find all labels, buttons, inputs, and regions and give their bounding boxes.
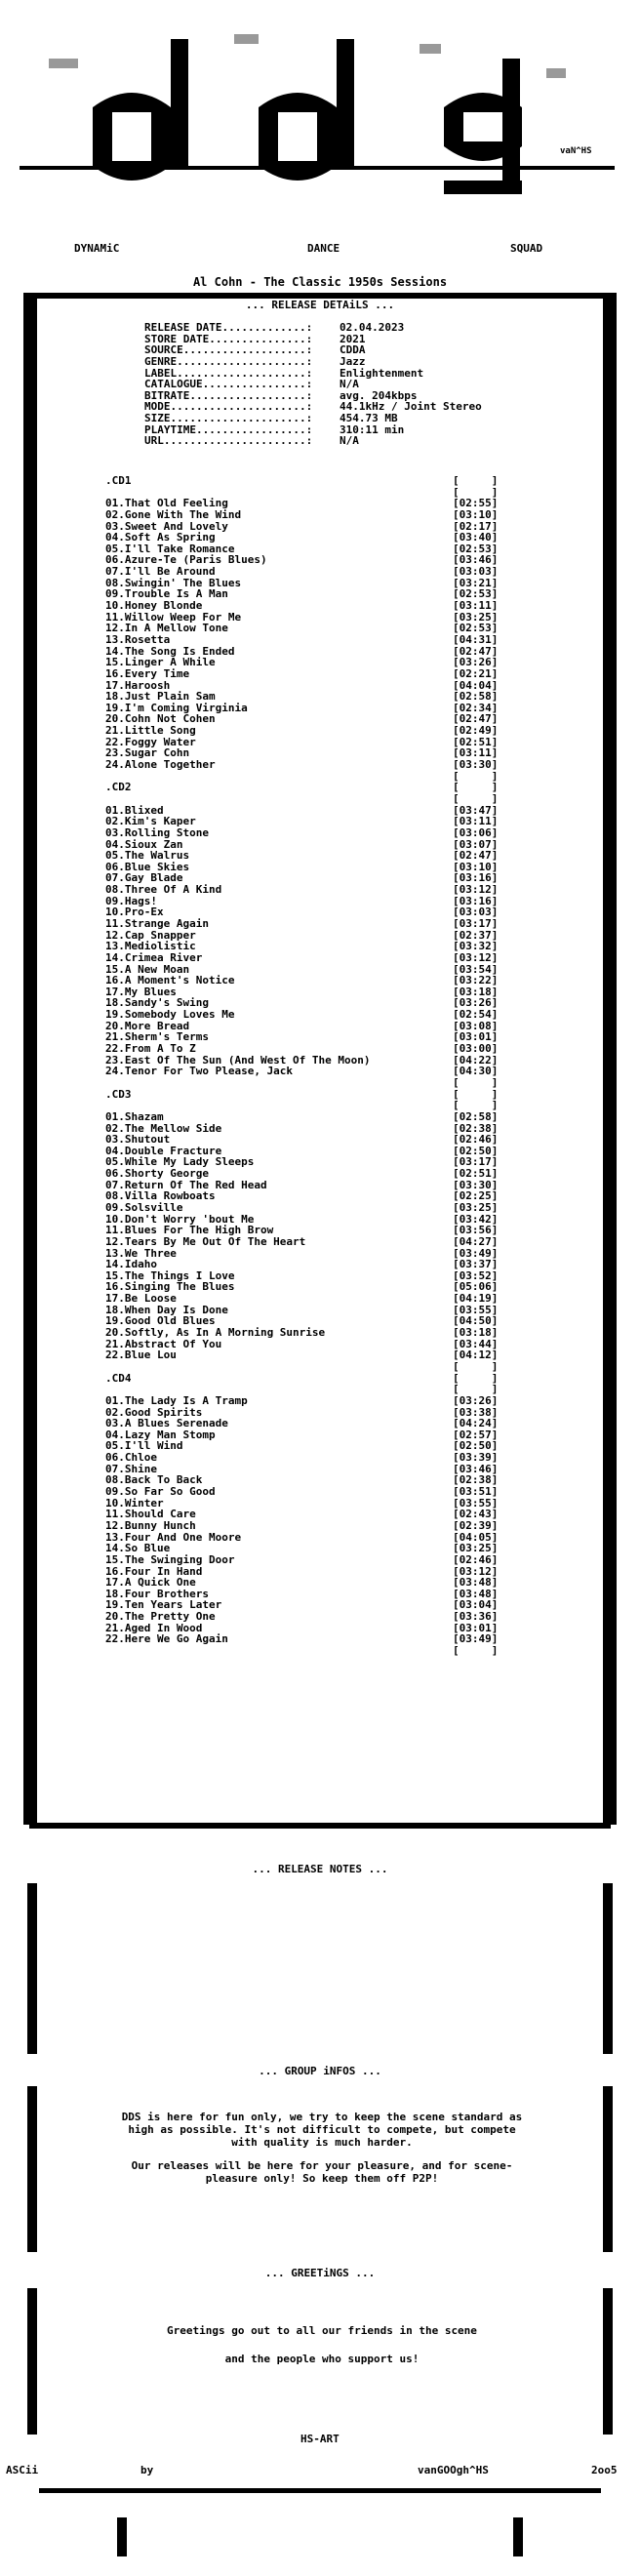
section-release-notes: ... RELEASE NOTES ...: [252, 1863, 388, 1875]
track-row-duration: [02:46]: [453, 1133, 499, 1147]
track-row-duration: [03:12]: [453, 883, 499, 897]
track-row-title: 10.Winter: [105, 1497, 164, 1509]
track-row-title: 13.Four And One Moore: [105, 1531, 242, 1544]
track-row: [105, 1168, 521, 1180]
hs-art-tag: HS-ART: [300, 2433, 340, 2445]
track-row-duration: [02:54]: [453, 1008, 499, 1022]
left-border: [23, 293, 37, 1825]
track-row-title: 08.Villa Rowboats: [105, 1190, 216, 1202]
disc-spacer-duration: [ ]: [453, 769, 499, 783]
info-value: CDDA: [340, 343, 366, 357]
track-row-title: 22.Here We Go Again: [105, 1633, 228, 1645]
track-row-title: 16.A Moment's Notice: [105, 975, 235, 986]
track-row-title: 09.So Far So Good: [105, 1486, 216, 1498]
track-row-duration: [02:51]: [453, 1167, 499, 1181]
ascii-label: ASCii: [6, 2464, 39, 2476]
track-row-duration: [03:26]: [453, 1393, 499, 1407]
track-row-duration: [03:06]: [453, 825, 499, 839]
track-row-title: 19.Good Old Blues: [105, 1315, 216, 1328]
greet-right-border: [603, 2288, 613, 2435]
notes-right-border: [603, 1883, 613, 2054]
info-key: URL......................:: [144, 434, 313, 448]
track-row-duration: [03:22]: [453, 974, 499, 987]
track-row-duration: [03:51]: [453, 1485, 499, 1499]
track-row-title: 17.My Blues: [105, 986, 177, 998]
track-row-title: 10.Honey Blonde: [105, 600, 203, 612]
track-row-duration: [03:12]: [453, 950, 499, 964]
info-value: 44.1kHz / Joint Stereo: [340, 400, 482, 414]
track-row-duration: [04:50]: [453, 1314, 499, 1328]
track-row-duration: [02:34]: [453, 701, 499, 714]
info-key: MODE.....................:: [144, 400, 313, 414]
track-row-duration: [03:18]: [453, 985, 499, 998]
track-row-title: 07.Shine: [105, 1463, 157, 1475]
track-row-title: 03.Shutout: [105, 1134, 171, 1146]
track-row: [105, 1043, 521, 1055]
track-row-title: 20.Cohn Not Cohen: [105, 713, 216, 726]
track-row-duration: [04:24]: [453, 1417, 499, 1430]
track-row-duration: [02:58]: [453, 690, 499, 704]
info-row: [144, 322, 482, 334]
section-group-infos: ... GROUP iNFOS ...: [259, 2065, 381, 2077]
info-row: [144, 435, 482, 447]
group-paragraph-1: DDS is here for fun only, we try to keep the scene standard as high as possible. It's not difficult to compete, but compete with quality is much harder.: [121, 2111, 523, 2149]
track-row-title: 15.The Swinging Door: [105, 1553, 235, 1566]
track-row-title: 24.Alone Together: [105, 759, 216, 771]
track-row-duration: [02:55]: [453, 497, 499, 510]
section-greetings: ... GREETiNGS ...: [264, 2267, 376, 2279]
track-row-title: 20.The Pretty One: [105, 1611, 216, 1623]
track-row-duration: [03:12]: [453, 1564, 499, 1578]
info-key: SOURCE...................:: [144, 343, 313, 357]
track-row-title: 10.Don't Worry 'bout Me: [105, 1213, 255, 1226]
track-row-duration: [02:47]: [453, 849, 499, 863]
section-release-details: ... RELEASE DETAiLS ...: [245, 299, 395, 311]
track-row-duration: [03:01]: [453, 1030, 499, 1044]
track-row-duration: [03:26]: [453, 656, 499, 669]
disc-spacer-title: [105, 1077, 453, 1089]
track-row-title: 21.Aged In Wood: [105, 1622, 203, 1634]
track-row-duration: [03:49]: [453, 1632, 499, 1646]
track-row-duration: [04:12]: [453, 1348, 499, 1362]
track-row-duration: [03:39]: [453, 1451, 499, 1465]
footer-art: [0, 2478, 640, 2576]
track-row-title: 11.Strange Again: [105, 917, 209, 930]
track-row-title: 13.Mediolistic: [105, 941, 196, 952]
track-row-duration: [03:42]: [453, 1212, 499, 1226]
track-row-title: 06.Chloe: [105, 1452, 157, 1464]
track-row-duration: [02:38]: [453, 1473, 499, 1487]
track-row-duration: [03:37]: [453, 1258, 499, 1271]
track-row-title: 19.I'm Coming Virginia: [105, 702, 248, 714]
track-row-title: 12.Tears By Me Out Of The Heart: [105, 1235, 306, 1248]
track-row-duration: [02:57]: [453, 1428, 499, 1441]
info-row: [144, 356, 482, 368]
track-row: [105, 827, 521, 839]
track-row-duration: [03:25]: [453, 1542, 499, 1555]
track-row-title: 08.Back To Back: [105, 1474, 203, 1487]
tracklist: [105, 475, 521, 1657]
track-row-duration: [03:46]: [453, 553, 499, 567]
release-title: Al Cohn - The Classic 1950s Sessions: [192, 275, 448, 289]
track-row-title: 02.Gone With The Wind: [105, 508, 242, 521]
track-row: [105, 1327, 521, 1339]
track-row-duration: [03:55]: [453, 1496, 499, 1509]
track-row-duration: [03:32]: [453, 940, 499, 953]
track-row-duration: [02:53]: [453, 587, 499, 601]
disc-header-title: .CD3: [105, 1088, 132, 1101]
track-row-duration: [02:43]: [453, 1508, 499, 1521]
right-border: [603, 293, 617, 1825]
track-row-duration: [03:30]: [453, 758, 499, 772]
track-row-title: 17.A Quick One: [105, 1577, 196, 1589]
track-row-duration: [04:27]: [453, 1234, 499, 1248]
track-row-title: 06.Shorty George: [105, 1168, 209, 1180]
track-row: [105, 600, 521, 612]
crew-word-1: DYNAMiC: [74, 242, 120, 255]
track-row-duration: [02:47]: [453, 644, 499, 658]
track-row-title: 13.We Three: [105, 1247, 177, 1260]
track-row: [105, 1111, 521, 1123]
track-row-duration: [03:07]: [453, 837, 499, 851]
track-row-title: 18.Just Plain Sam: [105, 691, 216, 703]
group-paragraph-2: Our releases will be here for your pleasure, and for scene-pleasure only! So keep them off P2P!: [131, 2159, 513, 2185]
info-value: 454.73 MB: [340, 412, 398, 425]
disc-spacer: [105, 1077, 521, 1089]
track-row-duration: [02:50]: [453, 1144, 499, 1157]
track-row-duration: [03:00]: [453, 1042, 499, 1056]
track-row-title: 15.Linger A While: [105, 657, 216, 668]
track-row-title: 13.Rosetta: [105, 633, 171, 646]
track-row-duration: [03:16]: [453, 871, 499, 885]
info-key: BITRATE..................:: [144, 388, 313, 402]
track-row-title: 18.Sandy's Swing: [105, 997, 209, 1010]
track-row-title: 12.Cap Snapper: [105, 929, 196, 942]
track-row-title: 20.More Bread: [105, 1020, 190, 1032]
track-row-title: 05.While My Lady Sleeps: [105, 1156, 255, 1169]
track-row-duration: [02:53]: [453, 622, 499, 635]
track-row-duration: [03:10]: [453, 507, 499, 521]
details-bottom-rule: [29, 1823, 611, 1829]
disc-header-title: .CD4: [105, 1372, 132, 1385]
info-key: SIZE.....................:: [144, 412, 313, 425]
track-row-title: 11.Willow Weep For Me: [105, 611, 242, 624]
crew-word-3: SQUAD: [510, 242, 543, 255]
track-row-duration: [04:31]: [453, 632, 499, 646]
by-label: by: [140, 2464, 154, 2476]
track-row: [105, 725, 521, 737]
track-row-title: 04.Sioux Zan: [105, 838, 183, 851]
track-row-duration: [03:48]: [453, 1576, 499, 1590]
track-row-title: 07.I'll Be Around: [105, 566, 216, 578]
track-row-duration: [03:11]: [453, 746, 499, 760]
track-row-title: 22.Blue Lou: [105, 1349, 177, 1361]
disc-spacer-title: [105, 1384, 453, 1395]
track-row-title: 01.Shazam: [105, 1110, 164, 1123]
track-row-duration: [03:55]: [453, 1303, 499, 1316]
track-row-title: 01.Blixed: [105, 804, 164, 817]
track-row-duration: [03:25]: [453, 1201, 499, 1214]
track-row-title: 15.A New Moan: [105, 963, 190, 976]
track-row-duration: [04:19]: [453, 1292, 499, 1306]
track-row-title: 21.Sherm's Terms: [105, 1031, 209, 1044]
track-row-title: 05.I'll Take Romance: [105, 543, 235, 555]
track-row-duration: [03:17]: [453, 916, 499, 930]
track-row-duration: [03:17]: [453, 1155, 499, 1169]
track-row-title: 21.Little Song: [105, 725, 196, 737]
track-row-duration: [02:38]: [453, 1121, 499, 1135]
track-row-title: 23.East Of The Sun (And West Of The Moon): [105, 1054, 371, 1067]
track-row-duration: [02:39]: [453, 1518, 499, 1532]
disc-spacer-title: [105, 793, 453, 805]
track-row-duration: [03:11]: [453, 599, 499, 613]
disc-spacer-title: [105, 487, 453, 499]
track-row-duration: [02:50]: [453, 1439, 499, 1453]
release-info: [144, 322, 482, 447]
track-row-title: 11.Blues For The High Brow: [105, 1225, 274, 1236]
track-row-duration: [03:49]: [453, 1246, 499, 1260]
disc-header-duration: [ ]: [453, 1371, 499, 1385]
track-row-duration: [03:40]: [453, 531, 499, 544]
track-row-title: 24.Tenor For Two Please, Jack: [105, 1066, 294, 1077]
dds-logo-art: [0, 0, 640, 273]
track-row-duration: [02:53]: [453, 542, 499, 555]
track-row-title: 11.Should Care: [105, 1509, 196, 1520]
track-row-title: 02.Kim's Kaper: [105, 816, 196, 827]
track-row-duration: [03:54]: [453, 962, 499, 976]
track-row-duration: [03:04]: [453, 1598, 499, 1612]
track-row-duration: [03:16]: [453, 894, 499, 907]
crew-word-2: DANCE: [307, 242, 340, 255]
track-row-title: 05.I'll Wind: [105, 1440, 183, 1453]
disc-header-duration: [ ]: [453, 781, 499, 794]
track-row: [105, 634, 521, 646]
track-row-title: 17.Be Loose: [105, 1293, 177, 1305]
track-row-duration: [03:38]: [453, 1405, 499, 1419]
track-row-title: 04.Double Fracture: [105, 1145, 222, 1157]
track-row: [105, 1395, 521, 1407]
track-row-title: 09.Hags!: [105, 895, 157, 907]
track-row-title: 18.When Day Is Done: [105, 1304, 228, 1316]
track-row: [105, 1554, 521, 1566]
greet-left-border: [27, 2288, 37, 2435]
track-row-title: 20.Softly, As In A Morning Sunrise: [105, 1327, 326, 1339]
disc-header: [105, 475, 521, 487]
track-row: [105, 1236, 521, 1248]
disc-header-title: .CD2: [105, 782, 132, 793]
track-row-title: 02.Good Spirits: [105, 1406, 203, 1419]
track-row-duration: [03:26]: [453, 996, 499, 1010]
track-row: [105, 1009, 521, 1021]
track-row-title: 16.Four In Hand: [105, 1565, 203, 1578]
info-key: CATALOGUE................:: [144, 378, 313, 391]
track-row-duration: [02:58]: [453, 1109, 499, 1123]
info-value: avg. 204kbps: [340, 388, 418, 402]
track-row-title: 10.Pro-Ex: [105, 906, 164, 918]
track-row: [105, 668, 521, 680]
disc-spacer: [105, 793, 521, 805]
track-row-title: 03.Rolling Stone: [105, 826, 209, 839]
track-row-title: 04.Soft As Spring: [105, 532, 216, 543]
track-row-title: 08.Three Of A Kind: [105, 884, 222, 896]
track-row-title: 16.Singing The Blues: [105, 1281, 235, 1294]
disc-spacer-title: [105, 771, 453, 783]
info-value: 02.04.2023: [340, 321, 405, 334]
track-row-title: 02.The Mellow Side: [105, 1122, 222, 1135]
track-row-title: 06.Azure-Te (Paris Blues): [105, 554, 267, 567]
track-row-title: 05.The Walrus: [105, 850, 190, 862]
disc-spacer-title: [105, 1361, 453, 1373]
disc-spacer-duration: [ ]: [453, 1643, 499, 1657]
disc-spacer: [105, 1361, 521, 1373]
track-row-duration: [03:46]: [453, 1462, 499, 1475]
track-row-title: 14.Idaho: [105, 1259, 157, 1270]
track-row-duration: [03:25]: [453, 610, 499, 624]
greetings-line-1: Greetings go out to all our friends in the scene: [167, 2324, 477, 2337]
track-row-title: 22.Foggy Water: [105, 736, 196, 748]
track-row-duration: [05:06]: [453, 1280, 499, 1294]
track-row-duration: [03:03]: [453, 906, 499, 919]
track-row-duration: [03:10]: [453, 860, 499, 873]
track-row-title: 19.Ten Years Later: [105, 1599, 222, 1612]
track-row-duration: [03:36]: [453, 1610, 499, 1624]
track-row-title: 06.Blue Skies: [105, 861, 190, 873]
group-left-border: [27, 2086, 37, 2252]
disc-spacer-duration: [ ]: [453, 485, 499, 499]
track-row-title: 12.Bunny Hunch: [105, 1519, 196, 1532]
info-value: 2021: [340, 332, 366, 345]
track-row-title: 08.Swingin' The Blues: [105, 577, 242, 589]
track-row-title: 03.A Blues Serenade: [105, 1418, 228, 1429]
track-row-duration: [02:49]: [453, 724, 499, 738]
track-row-title: 23.Sugar Cohn: [105, 747, 190, 760]
track-row-title: 18.Four Brothers: [105, 1588, 209, 1600]
track-row-title: 14.Crimea River: [105, 951, 203, 964]
track-row-title: 12.In A Mellow Tone: [105, 623, 228, 634]
track-row-duration: [02:51]: [453, 735, 499, 748]
disc-header-duration: [ ]: [453, 1087, 499, 1101]
track-row-title: 01.The Lady Is A Tramp: [105, 1394, 248, 1407]
track-row-duration: [03:52]: [453, 1268, 499, 1282]
track-row-title: 16.Every Time: [105, 667, 190, 680]
track-row-duration: [03:48]: [453, 1587, 499, 1600]
disc-spacer-title: [105, 1645, 453, 1657]
disc-spacer-duration: [ ]: [453, 1359, 499, 1373]
track-row-duration: [03:21]: [453, 576, 499, 589]
track-row: [105, 509, 521, 521]
disc-spacer-duration: [ ]: [453, 1075, 499, 1089]
disc-header-title: .CD1: [105, 475, 132, 487]
disc-spacer-duration: [ ]: [453, 1099, 499, 1112]
info-key: LABEL....................:: [144, 366, 313, 380]
track-row-duration: [04:22]: [453, 1053, 499, 1067]
info-key: PLAYTIME.................:: [144, 423, 313, 436]
info-key: GENRE....................:: [144, 354, 313, 368]
notes-left-border: [27, 1883, 37, 2054]
track-row-duration: [04:30]: [453, 1065, 499, 1078]
disc-spacer-duration: [ ]: [453, 1383, 499, 1396]
track-row-duration: [03:01]: [453, 1621, 499, 1634]
track-row-title: 04.Lazy Man Stomp: [105, 1429, 216, 1441]
track-row: [105, 1452, 521, 1464]
track-row-duration: [02:47]: [453, 712, 499, 726]
track-row-duration: [02:46]: [453, 1552, 499, 1566]
track-row-duration: [02:25]: [453, 1189, 499, 1203]
track-row: [105, 884, 521, 896]
info-key: RELEASE DATE.............:: [144, 321, 313, 334]
track-row-duration: [03:30]: [453, 1178, 499, 1191]
track-row-title: 09.Solsville: [105, 1202, 183, 1214]
track-row: [105, 952, 521, 964]
track-row: [105, 1486, 521, 1498]
track-row-duration: [03:11]: [453, 815, 499, 828]
disc-spacer: [105, 1645, 521, 1657]
track-row-title: 21.Abstract Of You: [105, 1338, 222, 1350]
track-row-title: 07.Gay Blade: [105, 872, 183, 885]
track-row-title: 14.The Song Is Ended: [105, 645, 235, 658]
info-value: Jazz: [340, 354, 366, 368]
track-row: [105, 1520, 521, 1532]
disc-header-duration: [ ]: [453, 474, 499, 487]
track-row: [105, 759, 521, 771]
info-value: N/A: [340, 378, 359, 391]
track-row-title: 09.Trouble Is A Man: [105, 588, 228, 601]
track-row-duration: [02:17]: [453, 519, 499, 533]
author-label: vanGOOgh^HS: [418, 2464, 489, 2476]
track-row-duration: [04:05]: [453, 1530, 499, 1544]
track-row: [105, 1202, 521, 1214]
track-row-title: 22.From A To Z: [105, 1043, 196, 1055]
track-row-duration: [03:03]: [453, 565, 499, 579]
year-label: 2oo5: [591, 2464, 618, 2476]
track-row-title: 07.Return Of The Red Head: [105, 1179, 267, 1191]
track-row-title: 03.Sweet And Lovely: [105, 520, 228, 533]
track-row-duration: [03:44]: [453, 1337, 499, 1350]
track-row-title: 01.That Old Feeling: [105, 498, 228, 509]
disc-spacer-title: [105, 1100, 453, 1111]
track-row: [105, 1611, 521, 1623]
track-row-title: 17.Haroosh: [105, 679, 171, 692]
info-key: STORE DATE...............:: [144, 332, 313, 345]
track-row-duration: [03:56]: [453, 1224, 499, 1237]
disc-spacer-duration: [ ]: [453, 791, 499, 805]
track-row-duration: [02:37]: [453, 928, 499, 942]
track-row-title: 14.So Blue: [105, 1543, 171, 1554]
track-row-title: 15.The Things I Love: [105, 1269, 235, 1282]
track-row-duration: [03:47]: [453, 803, 499, 817]
track-row-duration: [03:08]: [453, 1019, 499, 1032]
greetings-line-2: and the people who support us!: [224, 2353, 420, 2365]
track-row-duration: [03:18]: [453, 1326, 499, 1340]
info-value: Enlightenment: [340, 366, 424, 380]
info-value: N/A: [340, 434, 359, 448]
info-value: 310:11 min: [340, 423, 405, 436]
track-row: [105, 918, 521, 930]
track-row-title: 19.Somebody Loves Me: [105, 1009, 235, 1021]
track-row-duration: [02:21]: [453, 666, 499, 680]
group-right-border: [603, 2086, 613, 2252]
side-tag: vaN^HS: [560, 146, 592, 156]
track-row-duration: [04:04]: [453, 678, 499, 692]
